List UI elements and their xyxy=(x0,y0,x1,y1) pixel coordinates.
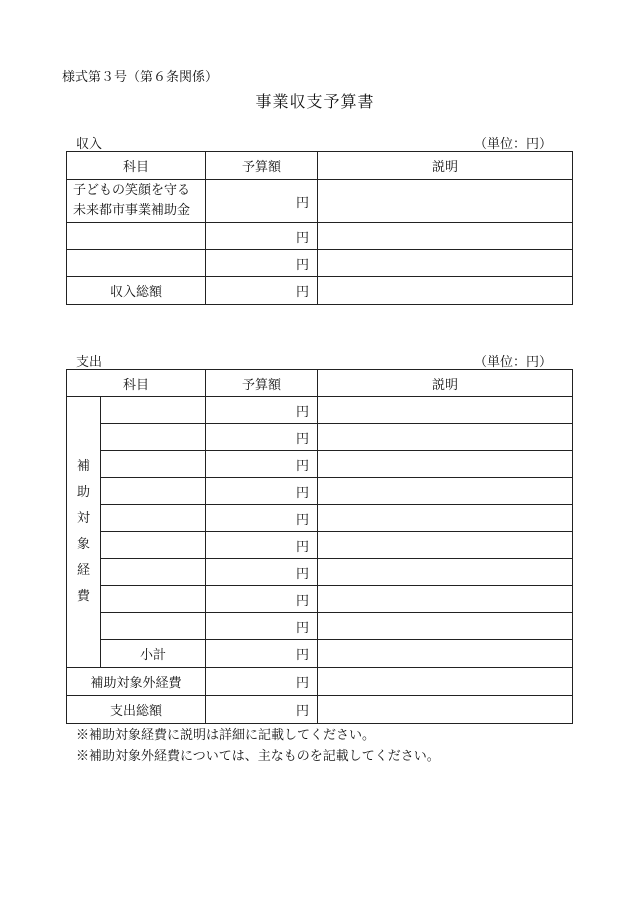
description-cell[interactable] xyxy=(318,250,573,277)
budget-cell[interactable]: 円 xyxy=(206,180,318,223)
description-cell[interactable] xyxy=(318,451,573,478)
income-item-cell[interactable] xyxy=(67,223,206,250)
income-item-line: 子どもの笑顔を守る xyxy=(73,183,191,198)
table-row xyxy=(67,505,573,532)
description-cell[interactable] xyxy=(318,586,573,613)
description-cell[interactable] xyxy=(318,696,573,724)
column-header-budget: 予算額 xyxy=(206,370,318,397)
expense-header-row xyxy=(67,370,573,397)
income-item-cell[interactable] xyxy=(67,250,206,277)
expense-section-label: 支出 xyxy=(76,355,103,370)
expense-item-cell[interactable] xyxy=(101,559,206,586)
income-item-cell xyxy=(67,180,206,223)
budget-cell[interactable]: 円 xyxy=(206,586,318,613)
description-cell[interactable] xyxy=(318,277,573,305)
budget-cell[interactable]: 円 xyxy=(206,451,318,478)
budget-cell[interactable]: 円 xyxy=(206,532,318,559)
description-cell[interactable] xyxy=(318,505,573,532)
expense-item-cell[interactable] xyxy=(101,613,206,640)
budget-cell[interactable]: 円 xyxy=(206,559,318,586)
description-cell[interactable] xyxy=(318,223,573,250)
expense-total-label: 支出総額 xyxy=(67,696,206,724)
column-header-description: 説明 xyxy=(318,370,573,397)
group-label-char: 助 xyxy=(76,485,90,500)
table-row xyxy=(67,586,573,613)
description-cell[interactable] xyxy=(318,397,573,424)
form-number: 様式第３号（第６条関係） xyxy=(62,70,219,85)
description-cell[interactable] xyxy=(318,478,573,505)
description-cell[interactable] xyxy=(318,424,573,451)
column-header-item: 科目 xyxy=(67,370,206,397)
budget-cell[interactable]: 円 xyxy=(206,668,318,696)
table-row xyxy=(67,424,573,451)
group-label-char: 象 xyxy=(76,537,90,552)
income-total-row xyxy=(67,277,573,305)
column-header-description: 説明 xyxy=(318,152,573,180)
note-line: ※補助対象経費に説明は詳細に記載してください。 xyxy=(76,728,376,743)
income-item-line: 未来都市事業補助金 xyxy=(73,203,191,218)
expense-table xyxy=(66,369,573,724)
table-row xyxy=(67,223,573,250)
group-label-char: 経 xyxy=(76,563,90,578)
expense-total-row xyxy=(67,696,573,724)
budget-cell[interactable]: 円 xyxy=(206,505,318,532)
description-cell[interactable] xyxy=(318,668,573,696)
income-table xyxy=(66,151,573,305)
income-total-label: 収入総額 xyxy=(67,277,206,305)
description-cell[interactable] xyxy=(318,180,573,223)
expense-item-cell[interactable] xyxy=(101,478,206,505)
budget-cell[interactable]: 円 xyxy=(206,223,318,250)
expense-item-cell[interactable] xyxy=(101,451,206,478)
budget-cell[interactable]: 円 xyxy=(206,696,318,724)
table-row xyxy=(67,250,573,277)
expense-unit-label: （単位：円） xyxy=(473,355,552,370)
non-eligible-row xyxy=(67,668,573,696)
budget-cell[interactable]: 円 xyxy=(206,277,318,305)
description-cell[interactable] xyxy=(318,532,573,559)
budget-cell[interactable]: 円 xyxy=(206,250,318,277)
notes xyxy=(76,725,440,767)
eligible-expense-group-label xyxy=(67,397,101,668)
description-cell[interactable] xyxy=(318,640,573,668)
column-header-item: 科目 xyxy=(67,152,206,180)
income-section-label: 収入 xyxy=(76,137,103,152)
table-row xyxy=(67,532,573,559)
description-cell[interactable] xyxy=(318,613,573,640)
non-eligible-label: 補助対象外経費 xyxy=(67,668,206,696)
income-unit-label: （単位：円） xyxy=(473,137,552,152)
note-line: ※補助対象外経費については、主なものを記載してください。 xyxy=(76,749,440,764)
budget-cell[interactable]: 円 xyxy=(206,424,318,451)
budget-cell[interactable]: 円 xyxy=(206,397,318,424)
expense-item-cell[interactable] xyxy=(101,586,206,613)
group-label-char: 費 xyxy=(76,589,90,604)
table-row xyxy=(67,451,573,478)
table-row xyxy=(67,180,573,223)
table-row xyxy=(67,559,573,586)
page-title: 事業収支予算書 xyxy=(255,92,375,111)
income-header-row xyxy=(67,152,573,180)
expense-item-cell[interactable] xyxy=(101,424,206,451)
table-row xyxy=(67,478,573,505)
group-label-char: 対 xyxy=(76,511,90,526)
description-cell[interactable] xyxy=(318,559,573,586)
expense-item-cell[interactable] xyxy=(101,397,206,424)
budget-cell[interactable]: 円 xyxy=(206,640,318,668)
subtotal-row xyxy=(67,640,573,668)
column-header-budget: 予算額 xyxy=(206,152,318,180)
table-row xyxy=(67,397,573,424)
subtotal-label: 小計 xyxy=(101,640,206,668)
budget-cell[interactable]: 円 xyxy=(206,478,318,505)
table-row xyxy=(67,613,573,640)
group-label-char: 補 xyxy=(76,459,90,474)
expense-item-cell[interactable] xyxy=(101,505,206,532)
budget-cell[interactable]: 円 xyxy=(206,613,318,640)
expense-item-cell[interactable] xyxy=(101,532,206,559)
